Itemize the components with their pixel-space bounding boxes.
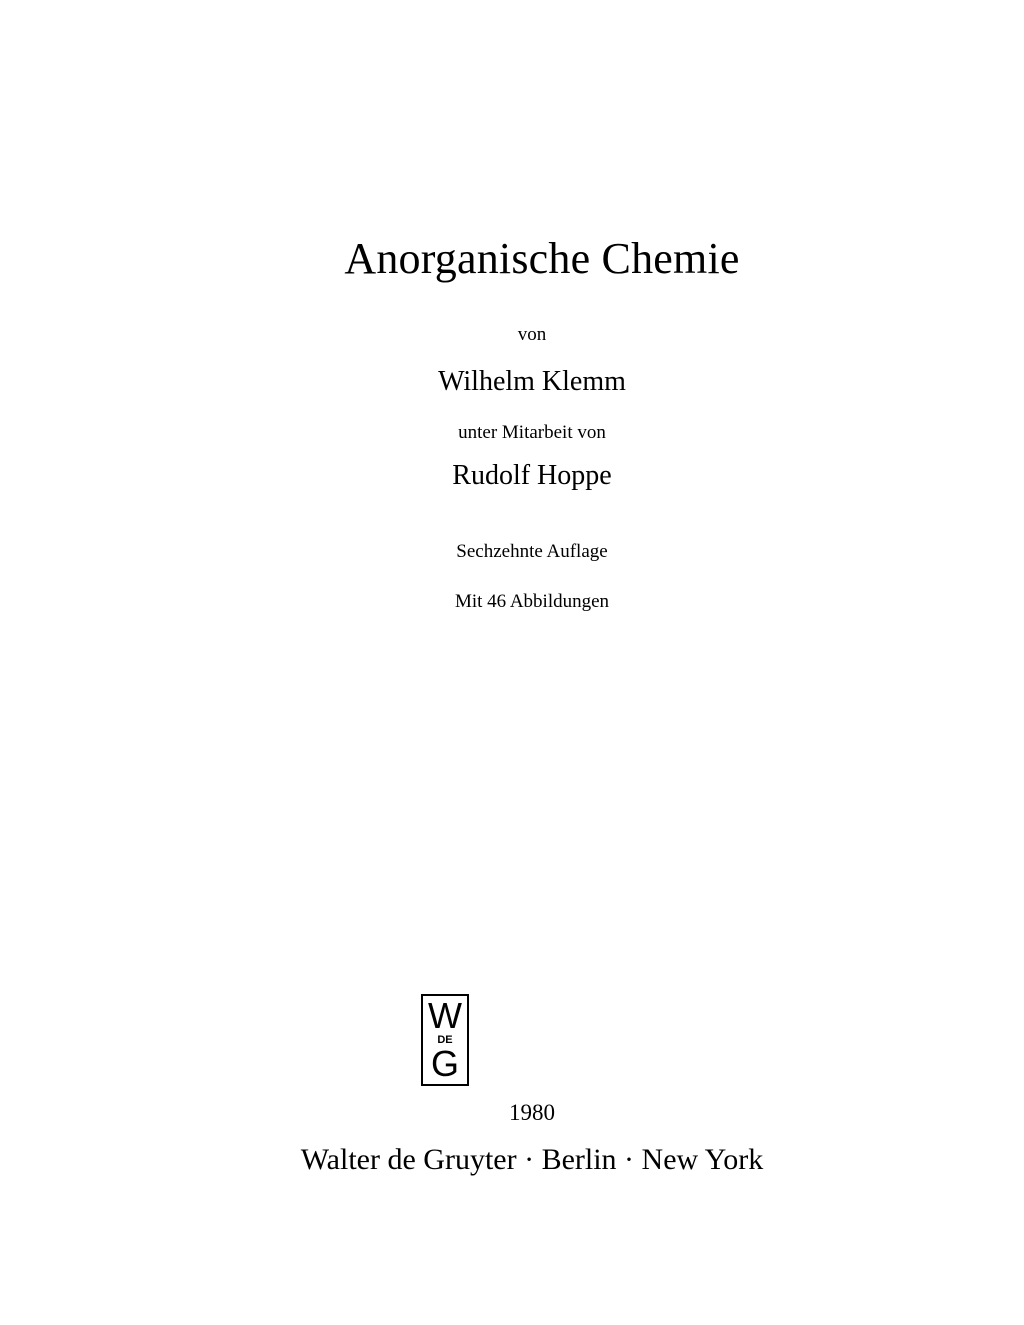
publication-year: 1980 [509, 1100, 555, 1125]
logo-letter-w: W [428, 995, 462, 1036]
book-title: Anorganische Chemie [344, 234, 740, 283]
publisher-logo [421, 994, 469, 1086]
collaboration-label: unter Mitarbeit von [458, 422, 606, 443]
logo-letters-de: DE [437, 1034, 453, 1046]
figures-note: Mit 46 Abbildungen [454, 591, 610, 612]
by-label: von [517, 324, 547, 345]
publisher-imprint: Walter de Gruyter · Berlin · New York [300, 1143, 764, 1176]
logo-letter-g: G [430, 1043, 459, 1084]
coauthor-name: Rudolf Hoppe [452, 460, 612, 491]
edition-note: Sechzehnte Auflage [456, 541, 608, 562]
author-name: Wilhelm Klemm [438, 366, 626, 397]
